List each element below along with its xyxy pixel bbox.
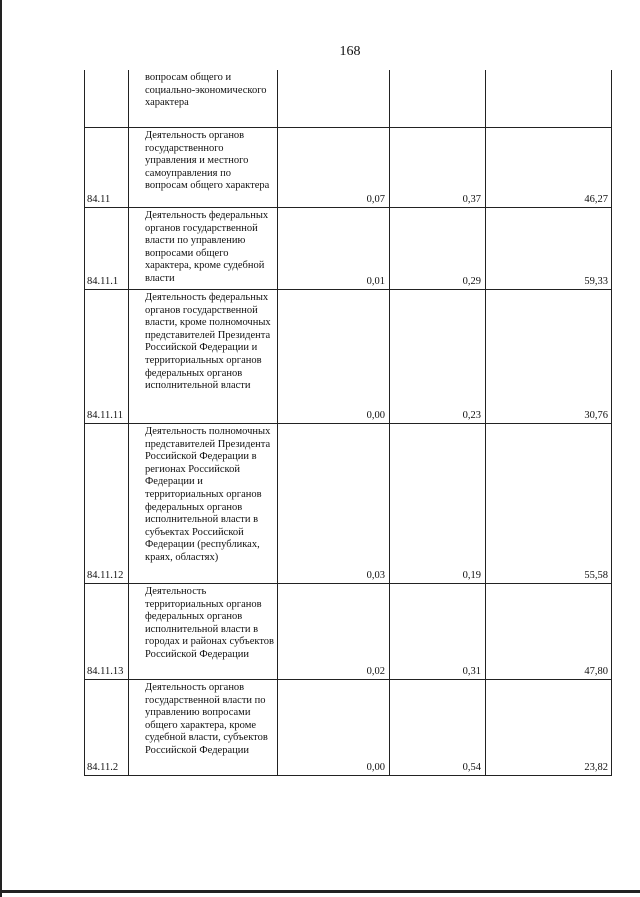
- value2-cell: [390, 424, 486, 583]
- table-row: [84, 70, 612, 128]
- row-value1: 0,07: [366, 194, 385, 205]
- value2-cell: [390, 128, 486, 207]
- row-value2: 0,23: [462, 410, 481, 421]
- name-cell: [129, 70, 278, 127]
- code-cell: [85, 680, 129, 775]
- table-row: [84, 424, 612, 584]
- row-value3: 46,27: [584, 194, 608, 205]
- name-cell: [129, 290, 278, 423]
- value3-cell: [486, 208, 612, 289]
- name-cell: [129, 128, 278, 207]
- value1-cell: [278, 290, 390, 423]
- row-name: Деятельность федеральных органов государственной власти, кроме полномочных представителей Президента Российской Федерации и территориальных органов федеральных органов исполнительной власти: [145, 292, 271, 392]
- row-code: 84.11.13: [87, 666, 124, 677]
- row-value2: 0,37: [462, 194, 481, 205]
- code-cell: [85, 290, 129, 423]
- name-cell: [129, 424, 278, 583]
- value3-cell: [486, 70, 612, 127]
- value3-cell: [486, 680, 612, 775]
- table-row: [84, 290, 612, 424]
- scan-left-edge: [0, 0, 2, 897]
- row-name: Деятельность федеральных органов государственной власти по управлению вопросами общего характера, кроме судебной власти: [145, 210, 269, 284]
- row-value2: 0,19: [462, 570, 481, 581]
- row-code: 84.11.1: [87, 276, 119, 287]
- row-value3: 47,80: [584, 666, 608, 677]
- row-value2: 0,31: [462, 666, 481, 677]
- name-cell: [129, 680, 278, 775]
- table-row: [84, 128, 612, 208]
- row-code: 84.11.2: [87, 762, 119, 773]
- value1-cell: [278, 680, 390, 775]
- value3-cell: [486, 584, 612, 679]
- row-name: Деятельность органов государственной власти по управлению вопросами общего характера, кроме судебной власти, субъектов Российской Федерации: [145, 682, 268, 756]
- row-value3: 30,76: [584, 410, 608, 421]
- name-cell: [129, 584, 278, 679]
- row-value3: 59,33: [584, 276, 608, 287]
- value3-cell: [486, 424, 612, 583]
- row-value1: 0,01: [366, 276, 385, 287]
- row-value1: 0,02: [366, 666, 385, 677]
- value2-cell: [390, 70, 486, 127]
- row-name: Деятельность территориальных органов федеральных органов исполнительной власти в городах и районах субъектов Российской Федерации: [145, 586, 274, 660]
- table-row: [84, 584, 612, 680]
- code-cell: [85, 70, 129, 127]
- row-value1: 0,03: [366, 570, 385, 581]
- value1-cell: [278, 424, 390, 583]
- value1-cell: [278, 584, 390, 679]
- value2-cell: [390, 584, 486, 679]
- code-cell: [85, 208, 129, 289]
- row-value1: 0,00: [366, 762, 385, 773]
- row-name: вопросам общего и социально-экономического характера: [145, 72, 267, 109]
- page-number: 168: [339, 44, 361, 59]
- row-name: Деятельность органов государственного управления и местного самоуправления по вопросам общего характера: [145, 130, 270, 192]
- code-cell: [85, 424, 129, 583]
- row-value1: 0,00: [366, 410, 385, 421]
- name-cell: [129, 208, 278, 289]
- value2-cell: [390, 290, 486, 423]
- row-value2: 0,29: [462, 276, 481, 287]
- value2-cell: [390, 208, 486, 289]
- value3-cell: [486, 290, 612, 423]
- code-cell: [85, 128, 129, 207]
- value1-cell: [278, 128, 390, 207]
- row-value2: 0,54: [462, 762, 481, 773]
- row-value3: 55,58: [584, 570, 608, 581]
- row-value3: 23,82: [584, 762, 608, 773]
- table-row: [84, 680, 612, 776]
- value2-cell: [390, 680, 486, 775]
- row-code: 84.11.11: [87, 410, 123, 421]
- scan-bottom-edge: [0, 890, 640, 893]
- value3-cell: [486, 128, 612, 207]
- code-cell: [85, 584, 129, 679]
- value1-cell: [278, 208, 390, 289]
- value1-cell: [278, 70, 390, 127]
- row-code: 84.11.12: [87, 570, 124, 581]
- row-code: 84.11: [87, 194, 111, 205]
- row-name: Деятельность полномочных представителей Президента Российской Федерации в регионах Российской Федерации и территориальных органов федеральных органов исполнительной власти в субъектах Российской Федерации (республиках, краях, областях): [145, 426, 271, 563]
- table-row: [84, 208, 612, 290]
